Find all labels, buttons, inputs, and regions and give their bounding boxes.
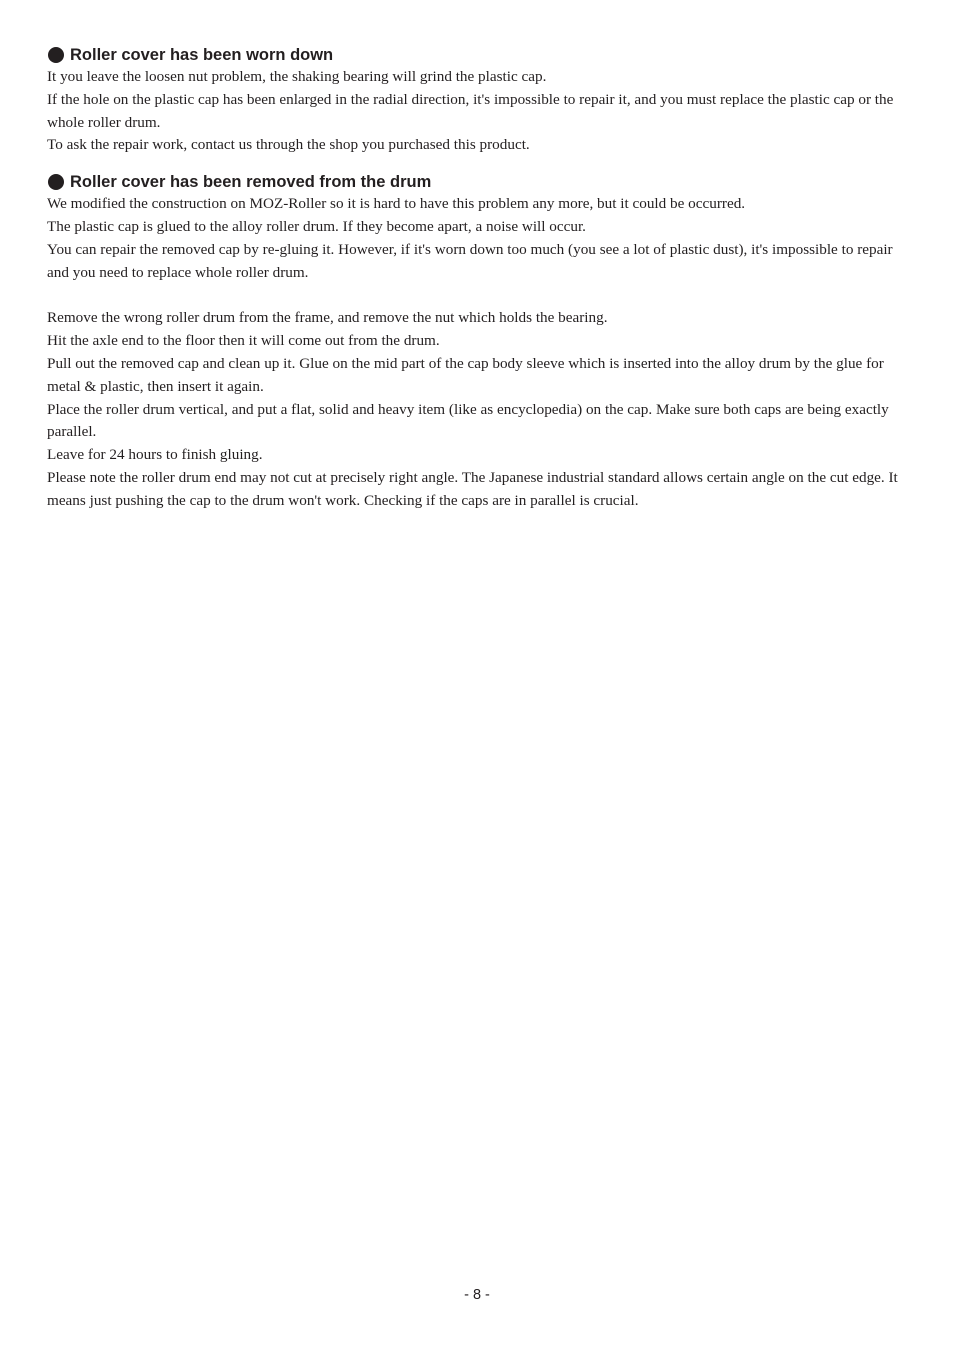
paragraph: To ask the repair work, contact us through the shop you purchased this product. xyxy=(47,136,530,154)
paragraph: It you leave the loosen nut problem, the shaking bearing will grind the plastic cap. xyxy=(47,68,547,85)
bullet-icon xyxy=(48,174,64,190)
section-roller-cover-removed xyxy=(47,171,907,512)
paragraph: We modified the construction on MOZ-Roller so it is hard to have this problem any more, but it could be occurred. xyxy=(47,195,746,213)
section-heading xyxy=(47,44,907,66)
bullet-icon xyxy=(48,47,64,63)
paragraph: The plastic cap is glued to the alloy roller drum. If they become apart, a noise will occur. xyxy=(47,217,586,235)
paragraph: You can repair the removed cap by re-gluing it. However, if it's worn down too much (you see a lot of plastic dust), it's impossible to repair and you need to replace whole roller drum. xyxy=(47,240,893,281)
repair-step: Remove the wrong roller drum from the frame, and remove the nut which holds the bearing. xyxy=(47,309,608,327)
section-roller-cover-worn xyxy=(47,44,907,157)
paragraph-spacer xyxy=(47,284,907,307)
section-heading-text: Roller cover has been removed from the drum xyxy=(70,173,432,192)
repair-step: Leave for 24 hours to finish gluing. xyxy=(47,446,263,464)
section-heading xyxy=(47,171,907,193)
repair-step: Pull out the removed cap and clean up it. Glue on the mid part of the cap body sleeve which is inserted into the alloy drum by the glue for metal & plastic, then insert it again. xyxy=(47,354,884,395)
page-number: - 8 - xyxy=(464,1287,490,1303)
repair-step: Please note the roller drum end may not cut at precisely right angle. The Japanese industrial standard allows certain angle on the cut edge. It means just pushing the cap to the drum won't work. Checking if the caps are in parallel is crucial. xyxy=(47,468,898,509)
section-heading-text: Roller cover has been worn down xyxy=(70,46,334,64)
repair-step: Place the roller drum vertical, and put a flat, solid and heavy item (like as encyclopedia) on the cap. Make sure both caps are being exactly parallel. xyxy=(47,400,889,441)
repair-step: Hit the axle end to the floor then it will come out from the drum. xyxy=(47,332,440,350)
document-page xyxy=(47,44,907,513)
paragraph: If the hole on the plastic cap has been enlarged in the radial direction, it's impossible to repair it, and you must replace the plastic cap or the whole roller drum. xyxy=(47,90,894,131)
